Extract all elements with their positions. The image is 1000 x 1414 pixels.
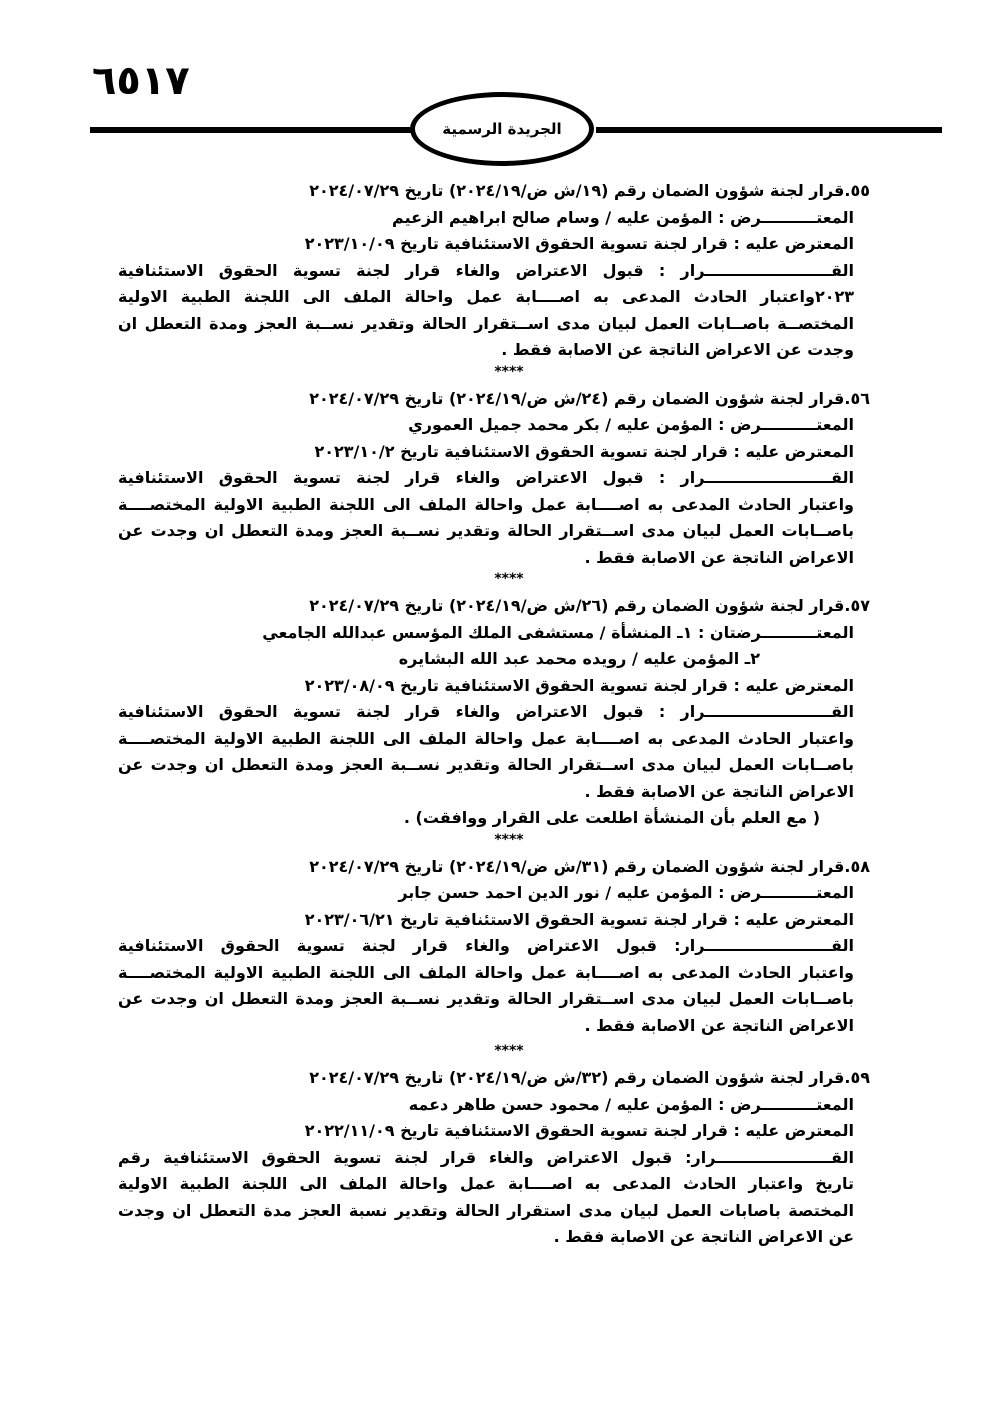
decision-line: القـــــــــــــــــــــــرار : قبول الاعتراض والغاء قرار لجنة تسوية الحقوق الاستئنافية [118,702,854,721]
decision-line: القـــــــــــــــــــــرار: قبول الاعتراض والغاء قرار لجنة تسوية الحقوق الاستئنافية رقم [118,1147,854,1167]
decision-line: تاريخ واعتبار الحادث المدعى به اصــــابة عمل واحالة الملف الى اللجنة الطبية الاولية [118,1174,854,1193]
entry-separator: **** [494,363,524,380]
decision-line: واعتبار الحادث المدعى به اصــــابة عمل واحالة الملف الى اللجنة الطبية الاولية المختصــــة [118,962,854,982]
decision-line: باصــابات العمل لبيان مدى اســتقرار الحالة وتقدير نســبة العجز ومدة التعطل ان وجدت عن [118,755,854,774]
entry-title: ٥٦.قرار لجنة شؤون الضمان رقم (٢٤/ش ض/٢٠٢٤/١٩) تاريخ ٢٠٢٤/٠٧/٢٩ [309,388,870,408]
entry-note: ( مع العلم بأن المنشأة اطلعت على القرار ووافقت) . [403,808,820,827]
objected-to-line: المعترض عليه : قرار لجنة تسوية الحقوق الاستئنافية تاريخ ٢٠٢٣/١٠/٠٩ [304,234,854,253]
objector-line: المعتــــــــــرض : المؤمن عليه / وسام صالح ابراهيم الزعيم [392,207,854,227]
decision-entry [118,1065,870,1251]
entry-title: ٥٩.قرار لجنة شؤون الضمان رقم (٣٢/ش ض/٢٠٢٤/١٩) تاريخ ٢٠٢٤/٠٧/٢٩ [309,1068,870,1087]
objector-line: المعتــــــــــرضتان : ١ـ المنشأة / مستشفى الملك المؤسس عبدالله الجامعي [262,622,854,642]
decision-line: القـــــــــــــــــــــــرار : قبول الاعتراض والغاء قرار لجنة تسوية الحقوق الاستئنافية [118,260,854,280]
decision-line: الاعراض الناتجة عن الاصابة فقط . [584,1015,854,1035]
decision-entry [118,178,870,364]
header-rule-right [596,127,942,133]
entry-separator: **** [494,831,524,848]
decision-line: القـــــــــــــــــــــــرار : قبول الاعتراض والغاء قرار لجنة تسوية الحقوق الاستئنافية [118,468,854,487]
entry-title: ٥٥.قرار لجنة شؤون الضمان رقم (١٩/ش ض/٢٠٢٤/١٩) تاريخ ٢٠٢٤/٠٧/٢٩ [309,181,870,200]
objector-line: ٢ـ المؤمن عليه / رويده محمد عبد الله البشايره [398,649,760,668]
entry-title: ٥٧.قرار لجنة شؤون الضمان رقم (٢٦/ش ض/٢٠٢٤/١٩) تاريخ ٢٠٢٤/٠٧/٢٩ [309,596,870,615]
decision-line: ٢٠٢٣واعتبار الحادث المدعى به اصــــابة عمل واحالة الملف الى اللجنة الطبية الاولية [118,287,854,306]
objector-line: المعتــــــــــرض : المؤمن عليه / نور الدين احمد حسن جابر [398,883,854,902]
decision-line: المختصــة باصــابات العمل لبيان مدى اســتقرار الحالة وتقدير نســبة العجز ومدة التعطل ان [118,313,854,333]
decision-line: الاعراض الناتجة عن الاصابة فقط . [584,547,854,567]
decision-line: باصــابات العمل لبيان مدى اســتقرار الحالة وتقدير نســبة العجز ومدة التعطل ان وجدت عن [118,989,854,1008]
entry-title: ٥٨.قرار لجنة شؤون الضمان رقم (٣١/ش ض/٢٠٢٤/١٩) تاريخ ٢٠٢٤/٠٧/٢٩ [309,856,870,876]
objector-line: المعتــــــــــرض : المؤمن عليه / بكر محمد جميل العموري [408,415,854,434]
document-body [118,178,870,1251]
decision-line: وجدت عن الاعراض الناتجة عن الاصابة فقط . [501,340,854,359]
entry-separator: **** [494,1043,524,1059]
objector-line: المعتــــــــــرض : المؤمن عليه / محمود حسن طاهر دعمه [408,1094,854,1114]
objected-to-line: المعترض عليه : قرار لجنة تسوية الحقوق الاستئنافية تاريخ ٢٠٢٣/٠٨/٠٩ [304,675,854,695]
decision-entry [118,593,870,832]
decision-line: واعتبار الحادث المدعى به اصــــابة عمل واحالة الملف الى اللجنة الطبية الاولية المختصــــة [118,494,854,514]
decision-line: الاعراض الناتجة عن الاصابة فقط . [584,781,854,801]
decision-line: المختصة باصابات العمل لبيان مدى استقرار الحالة وتقدير نسبة العجز مدة التعطل ان وجدت [118,1200,854,1220]
page-number: ٧١٥٦ [92,58,190,104]
decision-line: القـــــــــــــــــــــــرار: قبول الاعتراض والغاء قرار لجنة تسوية الحقوق الاستئنافية [118,936,854,955]
objected-to-line: المعترض عليه : قرار لجنة تسوية الحقوق الاستئنافية تاريخ ٢٠٢٣/١٠/٢ [314,441,854,461]
gazette-title: الجريدة الرسمية [442,120,562,138]
gazette-emblem-oval [410,92,594,166]
objected-to-line: المعترض عليه : قرار لجنة تسوية الحقوق الاستئنافية تاريخ ٢٠٢٢/١١/٠٩ [304,1121,854,1140]
decision-line: باصــابات العمل لبيان مدى اســتقرار الحالة وتقدير نســبة العجز ومدة التعطل ان وجدت عن [118,521,854,540]
header-rule-left [90,127,412,133]
entry-separator: **** [494,571,524,587]
decision-entry [118,386,870,572]
decision-line: واعتبار الحادث المدعى به اصــــابة عمل واحالة الملف الى اللجنة الطبية الاولية المختصــــة [118,728,854,748]
decision-line: عن الاعراض الناتجة عن الاصابة فقط . [553,1227,854,1246]
decision-entry [118,854,870,1040]
objected-to-line: المعترض عليه : قرار لجنة تسوية الحقوق الاستئنافية تاريخ ٢٠٢٣/٠٦/٢١ [304,909,854,929]
